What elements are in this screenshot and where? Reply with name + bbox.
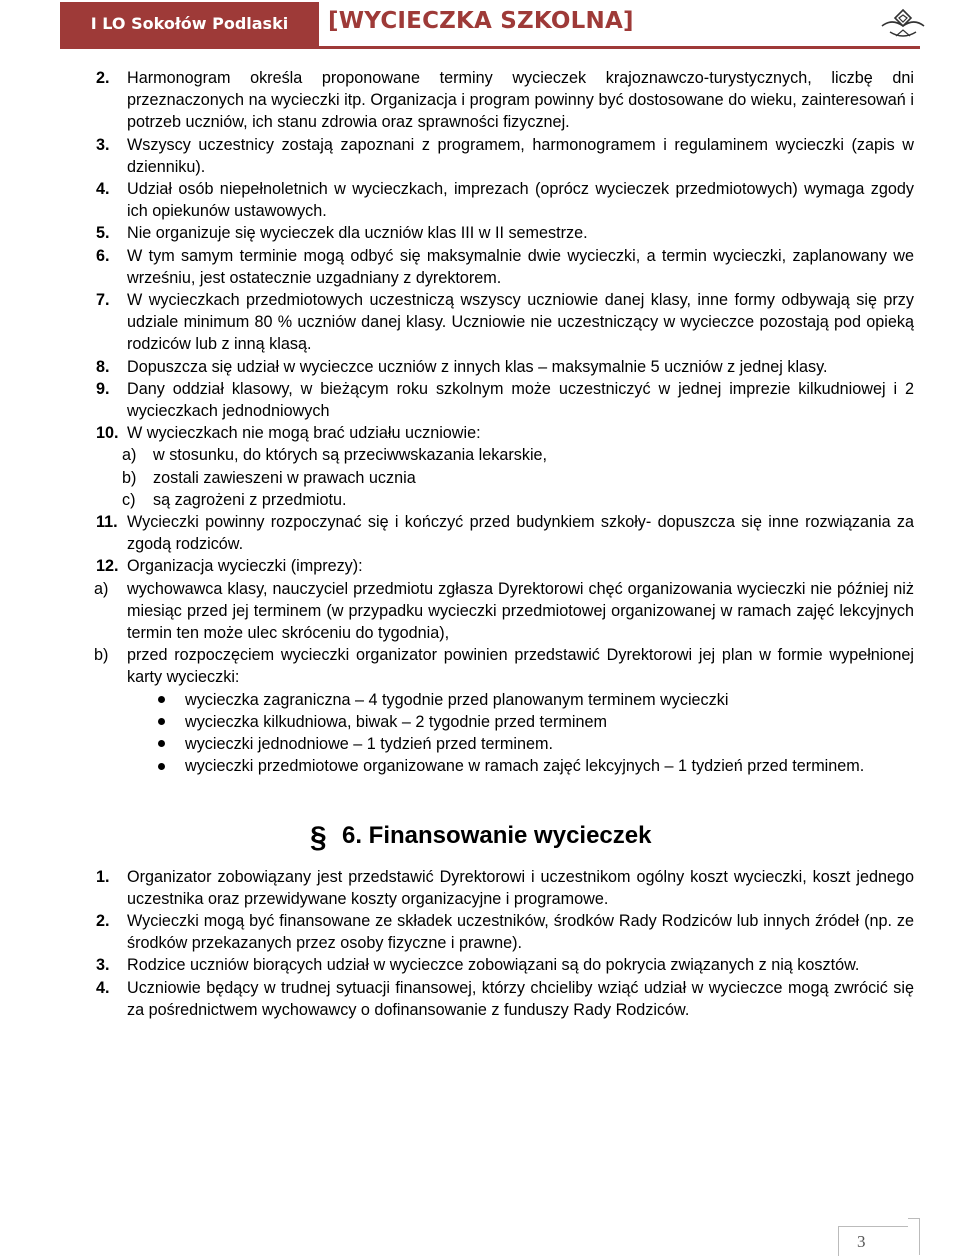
sub-item bbox=[96, 467, 914, 489]
sub-item-label: b) bbox=[122, 468, 137, 487]
item-number: 3. bbox=[96, 135, 110, 154]
finance-list bbox=[96, 866, 914, 1021]
item-10-sublist bbox=[96, 444, 914, 511]
list-item bbox=[96, 910, 914, 954]
list-item bbox=[96, 289, 914, 356]
sub-item-text: wychowawca klasy, nauczyciel przedmiotu zgłasza Dyrektorowi chęć organizowania wycieczki nie później niż miesiąc przed jej terminem (w przypadku wycieczki przedmiotowej organizowanej w ramach zajęć lekcyjnych termin ten może ulec skróceniu do tygodnia), bbox=[127, 579, 914, 643]
item-text: Wycieczki powinny rozpoczynać się i kończyć przed budynkiem szkoły- dopuszcza się inne rozwiązania za zgodą rodziców. bbox=[127, 513, 914, 554]
bullet-text: wycieczki przedmiotowe organizowane w ramach zajęć lekcyjnych – 1 tydzień przed terminem. bbox=[185, 757, 865, 776]
svg-text:§: § bbox=[310, 821, 327, 852]
item-text: Nie organizuje się wycieczek dla uczniów klas III w II semestrze. bbox=[127, 224, 588, 243]
sub-item-label: a) bbox=[94, 579, 109, 598]
item-12-sublist bbox=[96, 578, 914, 689]
item-text: W wycieczkach przedmiotowych uczestniczą wszyscy uczniowie danej klasy, inne formy odbywają się przy udziale minimum 80 % uczniów danej klasy. Uczniowie nie uczestniczący w wycieczce pozostają pod opieką rodziców lub z inną klasą. bbox=[127, 291, 914, 354]
item-number: 2. bbox=[96, 911, 110, 930]
sub-item-text: w stosunku, do których są przeciwwskazania lekarskie, bbox=[153, 446, 548, 465]
bullet-item bbox=[96, 689, 914, 711]
item-text: Udział osób niepełnoletnich w wycieczkach, imprezach (oprócz wycieczek przedmiotowych) wymaga zgody ich opiekunów ustawowych. bbox=[127, 180, 914, 221]
bullet-dot-icon bbox=[96, 733, 185, 755]
document-body bbox=[96, 67, 914, 1021]
item-text: Wycieczki mogą być finansowane ze składek uczestników, środków Rady Rodziców lub innych źródeł (np. ze środków przekazanych przez osoby fizyczne i prawne). bbox=[127, 911, 914, 953]
sub-item bbox=[96, 444, 914, 466]
list-item bbox=[96, 954, 914, 976]
bullet-text: wycieczki jednodniowe – 1 tydzień przed terminem. bbox=[185, 735, 553, 754]
bullet-dot-icon bbox=[96, 755, 185, 777]
item-number: 9. bbox=[96, 379, 110, 398]
document-title: [WYCIECZKA SZKOLNA] bbox=[328, 8, 634, 34]
deadline-bullets bbox=[96, 689, 914, 778]
sub-item bbox=[94, 644, 914, 688]
section-heading bbox=[310, 822, 914, 852]
item-text: W tym samym terminie mogą odbyć się maksymalnie dwie wycieczki, a termin wycieczki, zaplanowany we wrześniu, jest ostatecznie uzgadniany z dyrektorem. bbox=[127, 246, 914, 287]
item-number: 1. bbox=[96, 867, 110, 886]
bullet-item bbox=[96, 711, 914, 733]
item-text: Wszyscy uczestnicy zostają zapoznani z programem, harmonogramem i regulaminem wycieczki (zapis w dzienniku). bbox=[127, 135, 914, 176]
header-divider bbox=[60, 46, 920, 49]
list-item bbox=[96, 866, 914, 910]
sub-item-label: a) bbox=[122, 446, 137, 465]
item-number: 6. bbox=[96, 246, 110, 265]
list-item bbox=[96, 178, 914, 222]
section-title: 6. Finansowanie wycieczek bbox=[342, 822, 652, 850]
item-text: Rodzice uczniów biorących udział w wycieczce zobowiązani są do pokrycia związanych z nią kosztów. bbox=[127, 956, 860, 975]
list-item bbox=[96, 422, 914, 444]
item-number: 4. bbox=[96, 180, 110, 199]
bullet-dot-icon bbox=[96, 711, 185, 733]
item-text: Organizacja wycieczki (imprezy): bbox=[127, 557, 363, 576]
list-item bbox=[96, 511, 914, 555]
item-number: 3. bbox=[96, 956, 110, 975]
item-number: 4. bbox=[96, 978, 110, 997]
item-text: Uczniowie będący w trudnej sytuacji finansowej, którzy chcieliby wziąć udział w wycieczce mogą zwrócić się za pośrednictwem wychowawcy o dofinansowanie z funduszy Rady Rodziców. bbox=[127, 978, 914, 1019]
sub-item bbox=[94, 578, 914, 645]
item-number: 10. bbox=[96, 424, 119, 443]
bullet-item bbox=[96, 733, 914, 755]
sub-item-text: zostali zawieszeni w prawach ucznia bbox=[153, 468, 416, 487]
item-number: 7. bbox=[96, 291, 110, 310]
sub-item bbox=[96, 489, 914, 511]
section-sign-icon bbox=[310, 822, 332, 852]
item-number: 2. bbox=[96, 69, 110, 87]
bullet-dot-icon bbox=[96, 689, 185, 711]
item-text: W wycieczkach nie mogą brać udziału uczniowie: bbox=[127, 424, 481, 443]
page-number-frame bbox=[838, 1226, 908, 1256]
item-number: 8. bbox=[96, 357, 110, 376]
sub-item-text: są zagrożeni z przedmiotu. bbox=[153, 490, 347, 509]
bullet-item bbox=[96, 755, 914, 777]
list-item bbox=[96, 356, 914, 378]
page-number-frame-edge bbox=[908, 1218, 920, 1255]
school-name: I LO Sokołów Podlaski bbox=[60, 2, 319, 46]
decorative-logo-icon bbox=[878, 6, 928, 42]
page-header bbox=[60, 2, 920, 46]
list-item bbox=[96, 555, 914, 577]
item-text: Dany oddział klasowy, w bieżącym roku szkolnym może uczestniczyć w jednej imprezie kilkudniowej i 2 wycieczkach jednodniowych bbox=[127, 379, 914, 421]
list-item bbox=[96, 378, 914, 422]
item-text: Organizator zobowiązany jest przedstawić Dyrektorowi i uczestnikom ogólny koszt wycieczki, koszt jednego uczestnika oraz przewidywane koszty organizacyjne i programowe. bbox=[127, 867, 914, 908]
bullet-text: wycieczka zagraniczna – 4 tygodnie przed planowanym terminem wycieczki bbox=[185, 690, 729, 709]
list-item bbox=[96, 222, 914, 244]
sub-item-text: przed rozpoczęciem wycieczki organizator powinien przedstawić Dyrektorowi jej plan w formie wypełnionej karty wycieczki: bbox=[127, 646, 914, 687]
list-item bbox=[96, 245, 914, 289]
list-item bbox=[96, 134, 914, 178]
rules-list bbox=[96, 67, 914, 444]
sub-item-label: b) bbox=[94, 646, 109, 665]
item-text: Harmonogram określa proponowane terminy wycieczek krajoznawczo-turystycznych, liczbę dni przeznaczonych na wycieczki itp. Organizacja i program powinny być dostosowane do wieku, zainteresowań i potrzeb uczniów, ich stanu zdrowia oraz sprawności fizycznej. bbox=[127, 69, 914, 132]
list-item bbox=[96, 977, 914, 1021]
item-text: Dopuszcza się udział w wycieczce uczniów z innych klas – maksymalnie 5 uczniów z jednej klasy. bbox=[127, 357, 828, 376]
bullet-text: wycieczka kilkudniowa, biwak – 2 tygodnie przed terminem bbox=[185, 712, 607, 731]
item-number: 5. bbox=[96, 224, 110, 243]
rules-list-continued bbox=[96, 511, 914, 578]
item-number: 12. bbox=[96, 557, 119, 576]
page-number: 3 bbox=[857, 1232, 866, 1251]
sub-item-label: c) bbox=[122, 490, 136, 509]
item-number: 11. bbox=[96, 513, 118, 532]
list-item bbox=[96, 67, 914, 134]
